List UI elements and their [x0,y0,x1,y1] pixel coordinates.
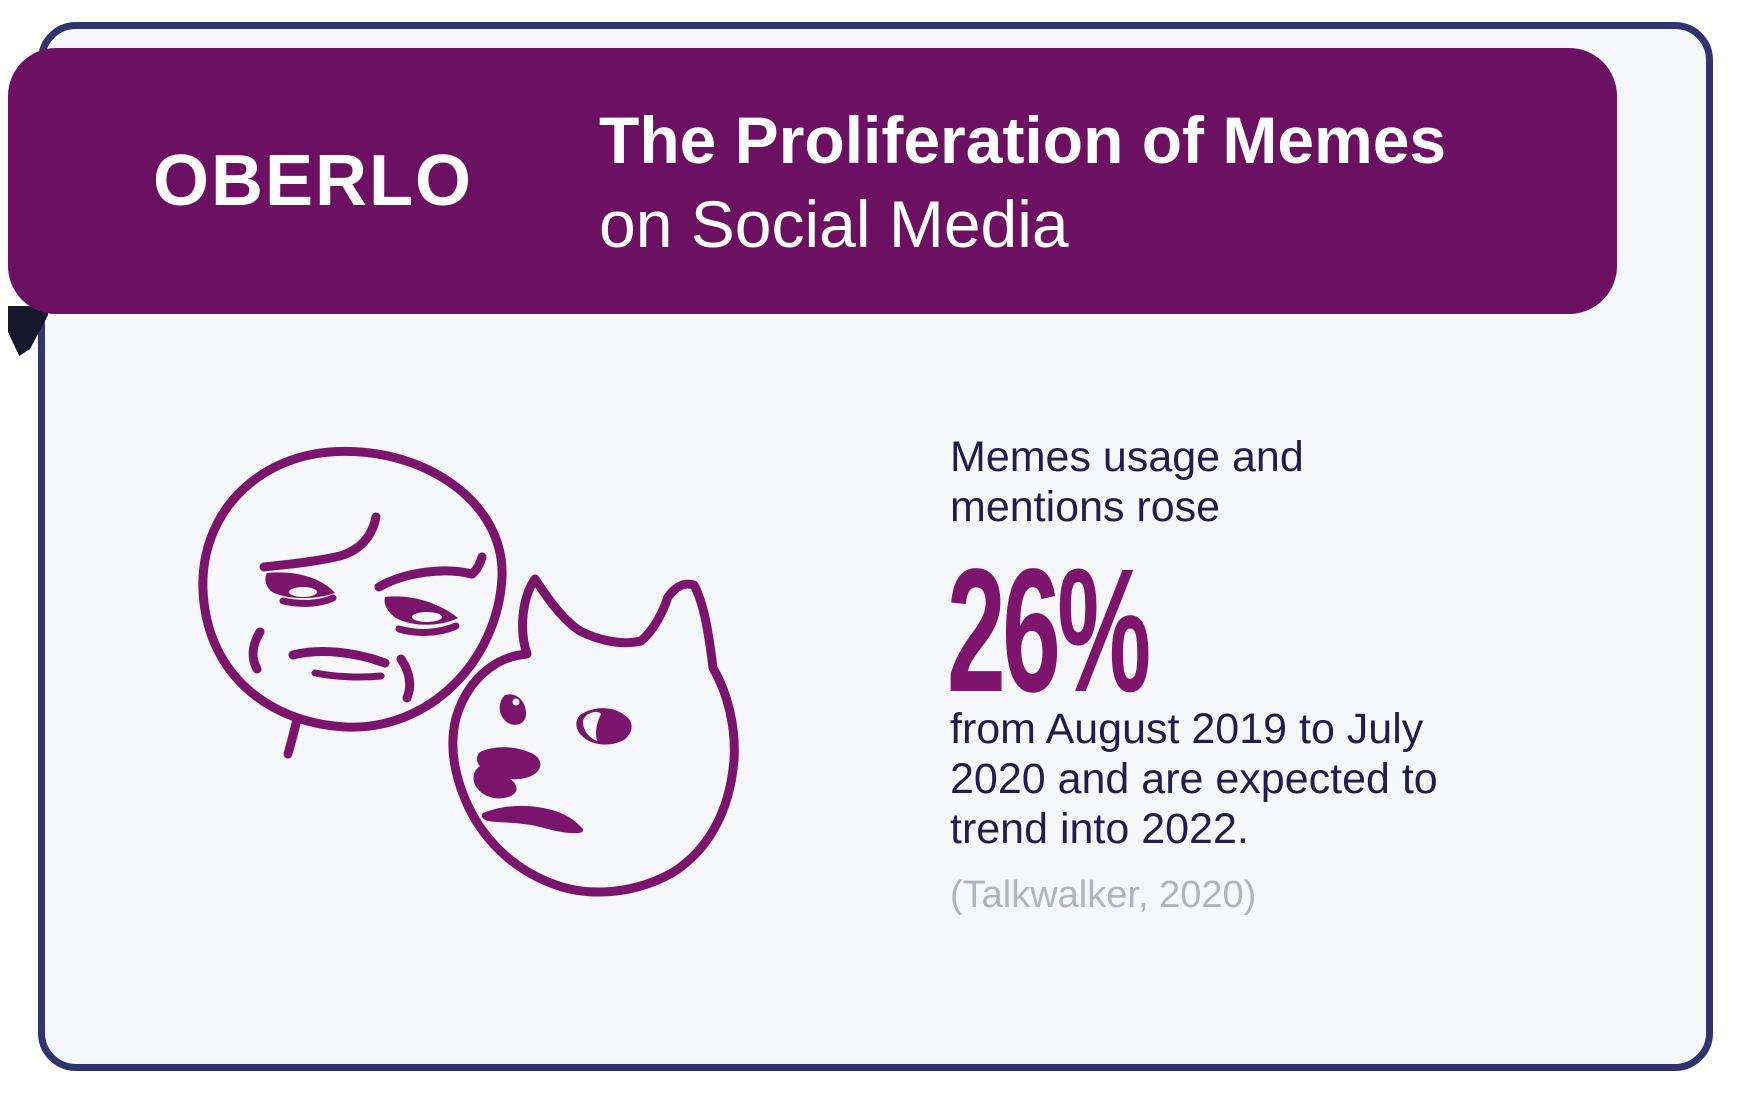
title-line-2: on Social Media [599,187,1069,261]
stat-lead-line-2: mentions rose [950,483,1221,531]
oberlo-logo: OBERLO [153,141,474,221]
stat-source-citation: (Talkwalker, 2020) [950,874,1257,916]
stat-detail-line-1: from August 2019 to July [950,705,1424,753]
stat-lead-line-1: Memes usage and [950,433,1304,481]
stat-value: 26% [947,533,1148,729]
stat-lead-text [950,432,1304,532]
title-line-1: The Proliferation of Memes [599,103,1447,177]
stat-detail-text [950,704,1438,854]
stat-detail-line-3: trend into 2022. [950,805,1249,853]
stat-detail-line-2: 2020 and are expected to [950,755,1438,803]
